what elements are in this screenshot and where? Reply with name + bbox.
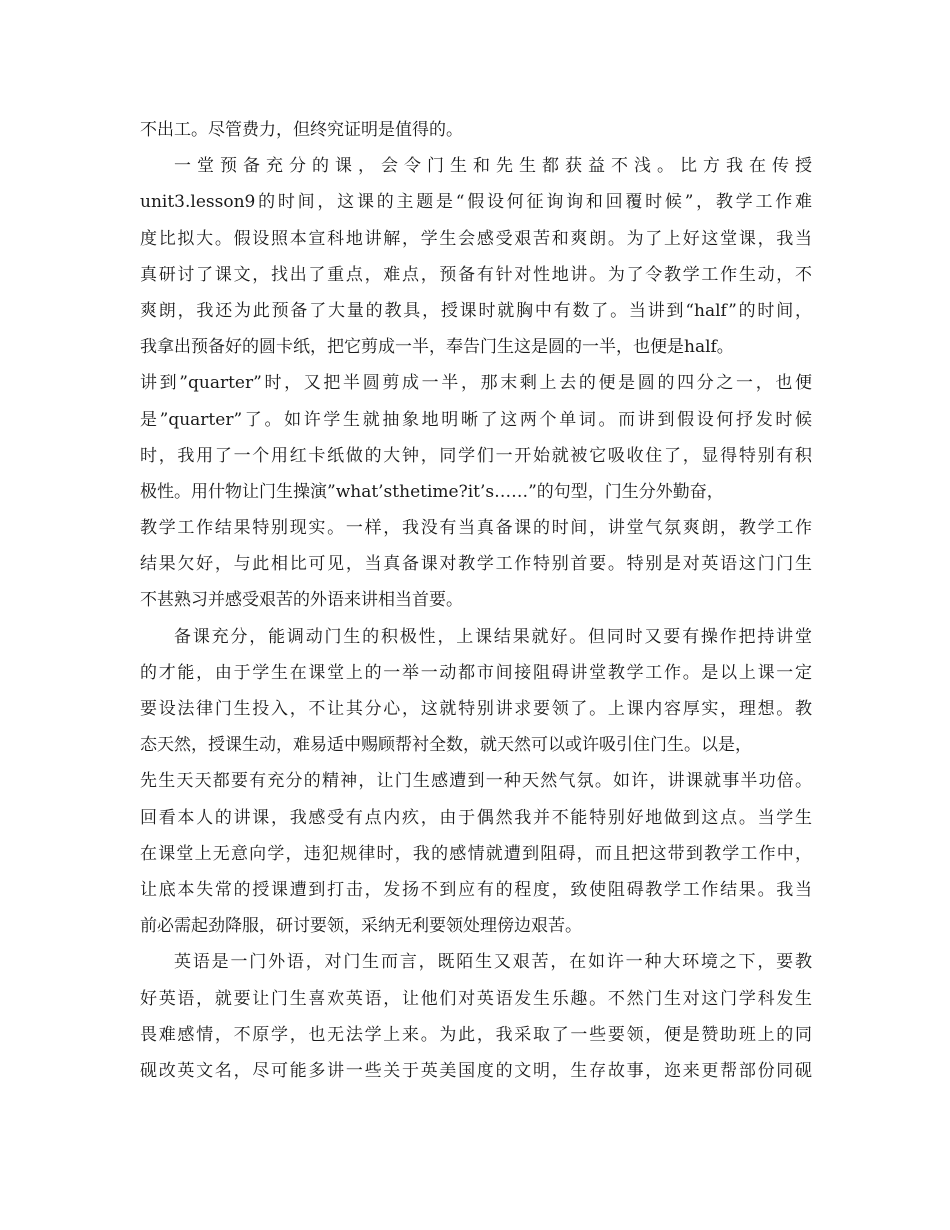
text-line: 极性。用什物让门生操演”what’sthetime?it’s……”的句型，门生分外勤奋， <box>140 481 724 502</box>
text-line: 态天然，授课生动，难易适中赐顾帮衬全数，就天然可以或许吸引住门生。以是， <box>140 735 752 756</box>
text-line: 度比拟大。假设照本宣科地讲解，学生会感受艰苦和爽朗。为了上好这堂课，我当 <box>140 228 812 249</box>
text-line: 回看本人的讲课，我感受有点内疚，由于偶然我并不能特别好地做到这点。当学生 <box>140 807 812 828</box>
text-line: 的才能，由于学生在课堂上的一举一动都市间接阻碍讲堂教学工作。是以上课一定 <box>140 662 812 683</box>
text-line: 在课堂上无意向学，违犯规律时，我的感情就遭到阻碍，而且把这带到教学工作中， <box>140 843 812 864</box>
paragraph-start-line: 备课充分，能调动门生的积极性，上课结果就好。但同时又要有操作把持讲堂 <box>174 626 812 647</box>
paragraph-start-line: 英语是一门外语，对门生而言，既陌生又艰苦，在如许一种大环境之下，要教 <box>174 952 812 973</box>
text-line: 不甚熟习并感受艰苦的外语来讲相当首要。 <box>140 590 463 611</box>
text-line: 前必需起劲降服，研讨要领，采纳无利要领处理傍边艰苦。 <box>140 916 582 937</box>
text-line: 是”quarter”了。如许学生就抽象地明晰了这两个单词。而讲到假设何抒发时候 <box>140 409 812 430</box>
text-line: unit3.lesson9的时间，这课的主题是“假设何征询询和回覆时候”，教学工作难 <box>140 192 812 213</box>
text-line: 好英语，就要让门生喜欢英语，让他们对英语发生乐趣。不然门生对这门学科发生 <box>140 988 812 1009</box>
text-line: 我拿出预备好的圆卡纸，把它剪成一半，奉告门生这是圆的一半，也便是half。 <box>140 337 734 358</box>
text-line: 畏难感情，不原学，也无法学上来。为此，我采取了一些要领，便是赞助班上的同 <box>140 1024 812 1045</box>
text-line: 教学工作结果特别现实。一样，我没有当真备课的时间，讲堂气氛爽朗，教学工作 <box>140 518 812 539</box>
text-line: 时，我用了一个用红卡纸做的大钟，同学们一开始就被它吸收住了，显得特别有积 <box>140 445 812 466</box>
text-line: 结果欠好，与此相比可见，当真备课对教学工作特别首要。特别是对英语这门门生 <box>140 554 812 575</box>
text-line: 先生天天都要有充分的精神，让门生感遭到一种天然气氛。如许，讲课就事半功倍。 <box>140 771 812 792</box>
text-line: 不出工。尽管费力，但终究证明是值得的。 <box>140 120 463 140</box>
text-line: 爽朗，我还为此预备了大量的教具，授课时就胸中有数了。当讲到“half”的时间， <box>140 300 812 321</box>
text-line: 砚改英文名，尽可能多讲一些关于英美国度的文明，生存故事，迩来更帮部份同砚 <box>140 1060 812 1081</box>
text-line: 要设法律门生投入，不让其分心，这就特别讲求要领了。上课内容厚实，理想。教 <box>140 699 812 719</box>
paragraph-start-line: 一堂预备充分的课，会令门生和先生都获益不浅。比方我在传授 <box>174 156 812 177</box>
text-line: 让底本失常的授课遭到打击，发扬不到应有的程度，致使阻碍教学工作结果。我当 <box>140 879 812 900</box>
text-line: 真研讨了课文，找出了重点，难点，预备有针对性地讲。为了令教学工作生动，不 <box>140 264 812 285</box>
document-page <box>140 112 812 1089</box>
text-line: 讲到”quarter”时，又把半圆剪成一半，那末剩上去的便是圆的四分之一，也便 <box>140 373 812 394</box>
